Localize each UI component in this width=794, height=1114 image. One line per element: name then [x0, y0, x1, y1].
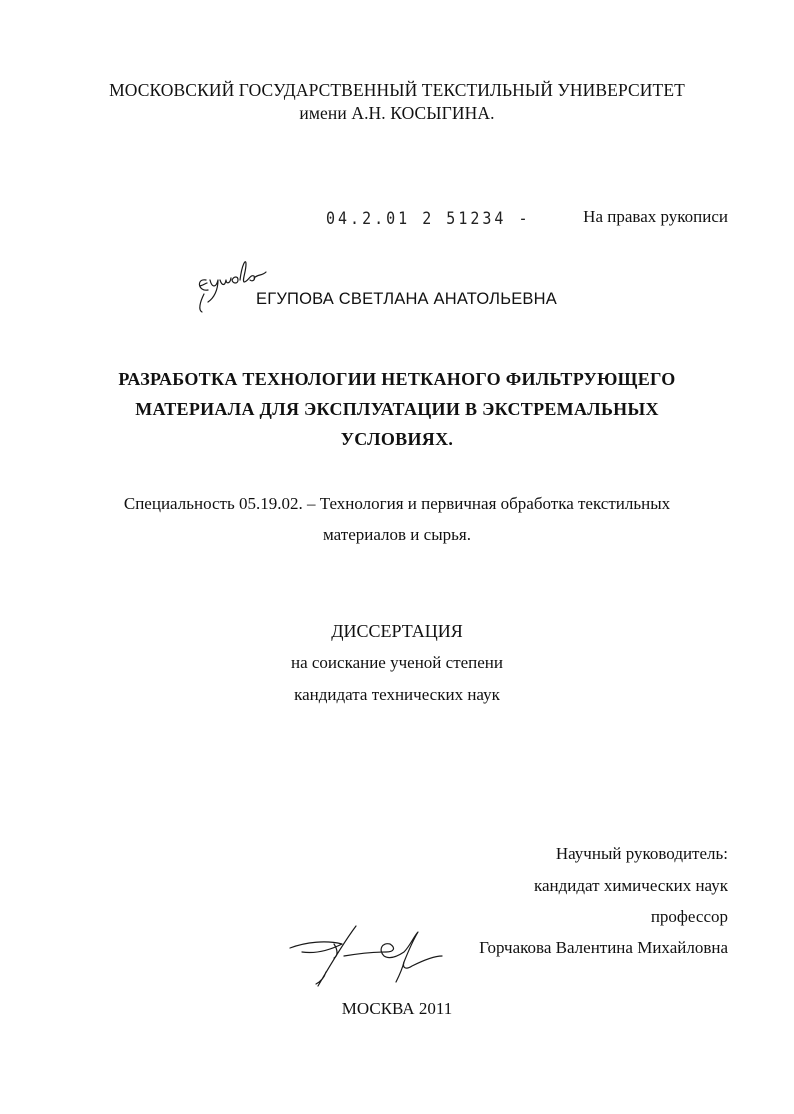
dissertation-title-line1: РАЗРАБОТКА ТЕХНОЛОГИИ НЕТКАНОГО ФИЛЬТРУЮЩЕГО [118, 369, 676, 389]
supervisor-label: Научный руководитель: [555, 844, 728, 863]
degree-line1: на соискание ученой степени [290, 653, 504, 672]
dissertation-heading: ДИССЕРТАЦИЯ [331, 621, 463, 641]
university-name-line2: имени А.Н. КОСЫГИНА. [299, 103, 495, 123]
author-signature-icon [192, 250, 272, 320]
city-year: МОСКВА 2011 [341, 999, 453, 1018]
specialty-line2: материалов и сырья. [323, 525, 471, 544]
supervisor-degree: кандидат химических наук [534, 876, 728, 895]
supervisor-signature-icon [286, 922, 446, 992]
specialty-line1: Специальность 05.19.02. – Технология и первичная обработка текстильных [123, 494, 671, 513]
author-name: ЕГУПОВА СВЕТЛАНА АНАТОЛЬЕВНА [256, 290, 557, 308]
manuscript-rights-label: На правах рукописи [583, 207, 728, 226]
degree-line2: кандидата технических наук [294, 685, 500, 704]
registration-stamp-number: 04.2.01 2 51234 - [326, 208, 531, 229]
university-name-line1: МОСКОВСКИЙ ГОСУДАРСТВЕННЫЙ ТЕКСТИЛЬНЫЙ УНИВЕРСИТЕТ [109, 80, 685, 100]
dissertation-title-line3: УСЛОВИЯХ. [340, 429, 454, 449]
supervisor-rank: профессор [650, 907, 728, 926]
supervisor-name: Горчакова Валентина Михайловна [479, 938, 728, 957]
dissertation-title-line2: МАТЕРИАЛА ДЛЯ ЭКСПЛУАТАЦИИ В ЭКСТРЕМАЛЬНЫХ [135, 399, 659, 419]
